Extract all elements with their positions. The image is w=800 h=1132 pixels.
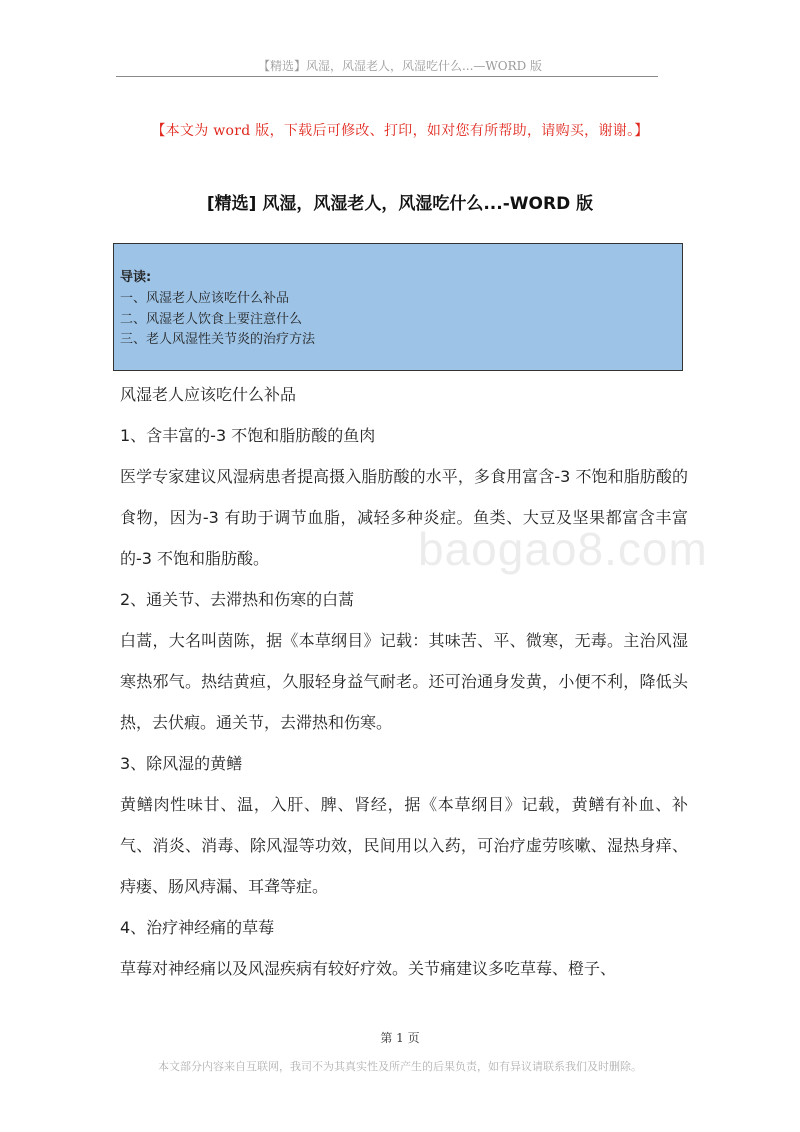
reading-guide-item: 二、风湿老人饮食上要注意什么 <box>120 311 303 327</box>
header-divider <box>116 76 658 77</box>
reading-guide-box <box>113 243 683 371</box>
running-header: 【精选】风湿，风湿老人，风湿吃什么...—WORD 版 <box>257 59 543 73</box>
paragraph: 医学专家建议风湿病患者提高摄入脂肪酸的水平，多食用富含-3 不饱和脂肪酸的食物，因为-3 有助于调节血脂，减轻多种炎症。鱼类、大豆及坚果都富含丰富的-3 不饱和脂肪酸。 <box>120 467 688 568</box>
purchase-notice: 【本文为 word 版，下载后可修改、打印，如对您有所帮助，请购买，谢谢。】 <box>151 123 649 139</box>
subsection-heading: 2、通关节、去滞热和伤寒的白蒿 <box>120 590 355 609</box>
site-watermark: baogao8.com <box>418 523 708 575</box>
paragraph: 黄鳝肉性味甘、温，入肝、脾、肾经，据《本草纲目》记载，黄鳝有补血、补气、消炎、消毒、除风湿等功效，民间用以入药，可治疗虚劳咳嗽、湿热身痒、痔瘘、肠风痔漏、耳聋等症。 <box>120 795 688 896</box>
subsection-heading: 4、治疗神经痛的草莓 <box>120 918 275 937</box>
subsection-heading: 3、除风湿的黄鳝 <box>120 754 243 773</box>
document-title: [精选] 风湿，风湿老人，风湿吃什么...-WORD 版 <box>206 194 594 214</box>
page-number: 第 1 页 <box>380 1031 420 1045</box>
reading-guide-heading: 导读: <box>120 270 152 285</box>
section-heading: 风湿老人应该吃什么补品 <box>120 385 297 404</box>
footer-disclaimer: 本文部分内容来自互联网，我司不为其真实性及所产生的后果负责，如有异议请联系我们及时删除。 <box>158 1060 642 1073</box>
subsection-heading: 1、含丰富的-3 不饱和脂肪酸的鱼肉 <box>120 426 376 445</box>
paragraph: 草莓对神经痛以及风湿疾病有较好疗效。关节痛建议多吃草莓、橙子、 <box>120 959 617 978</box>
reading-guide-item: 一、风湿老人应该吃什么补品 <box>120 291 290 306</box>
reading-guide-item: 三、老人风湿性关节炎的治疗方法 <box>120 332 316 347</box>
document-body <box>120 374 688 989</box>
paragraph: 白蒿，大名叫茵陈，据《本草纲目》记载：其味苦、平、微寒，无毒。主治风湿寒热邪气。热结黄疸，久服轻身益气耐老。还可治通身发黄，小便不利，降低头热，去伏瘕。通关节，去滞热和伤寒。 <box>120 631 688 732</box>
